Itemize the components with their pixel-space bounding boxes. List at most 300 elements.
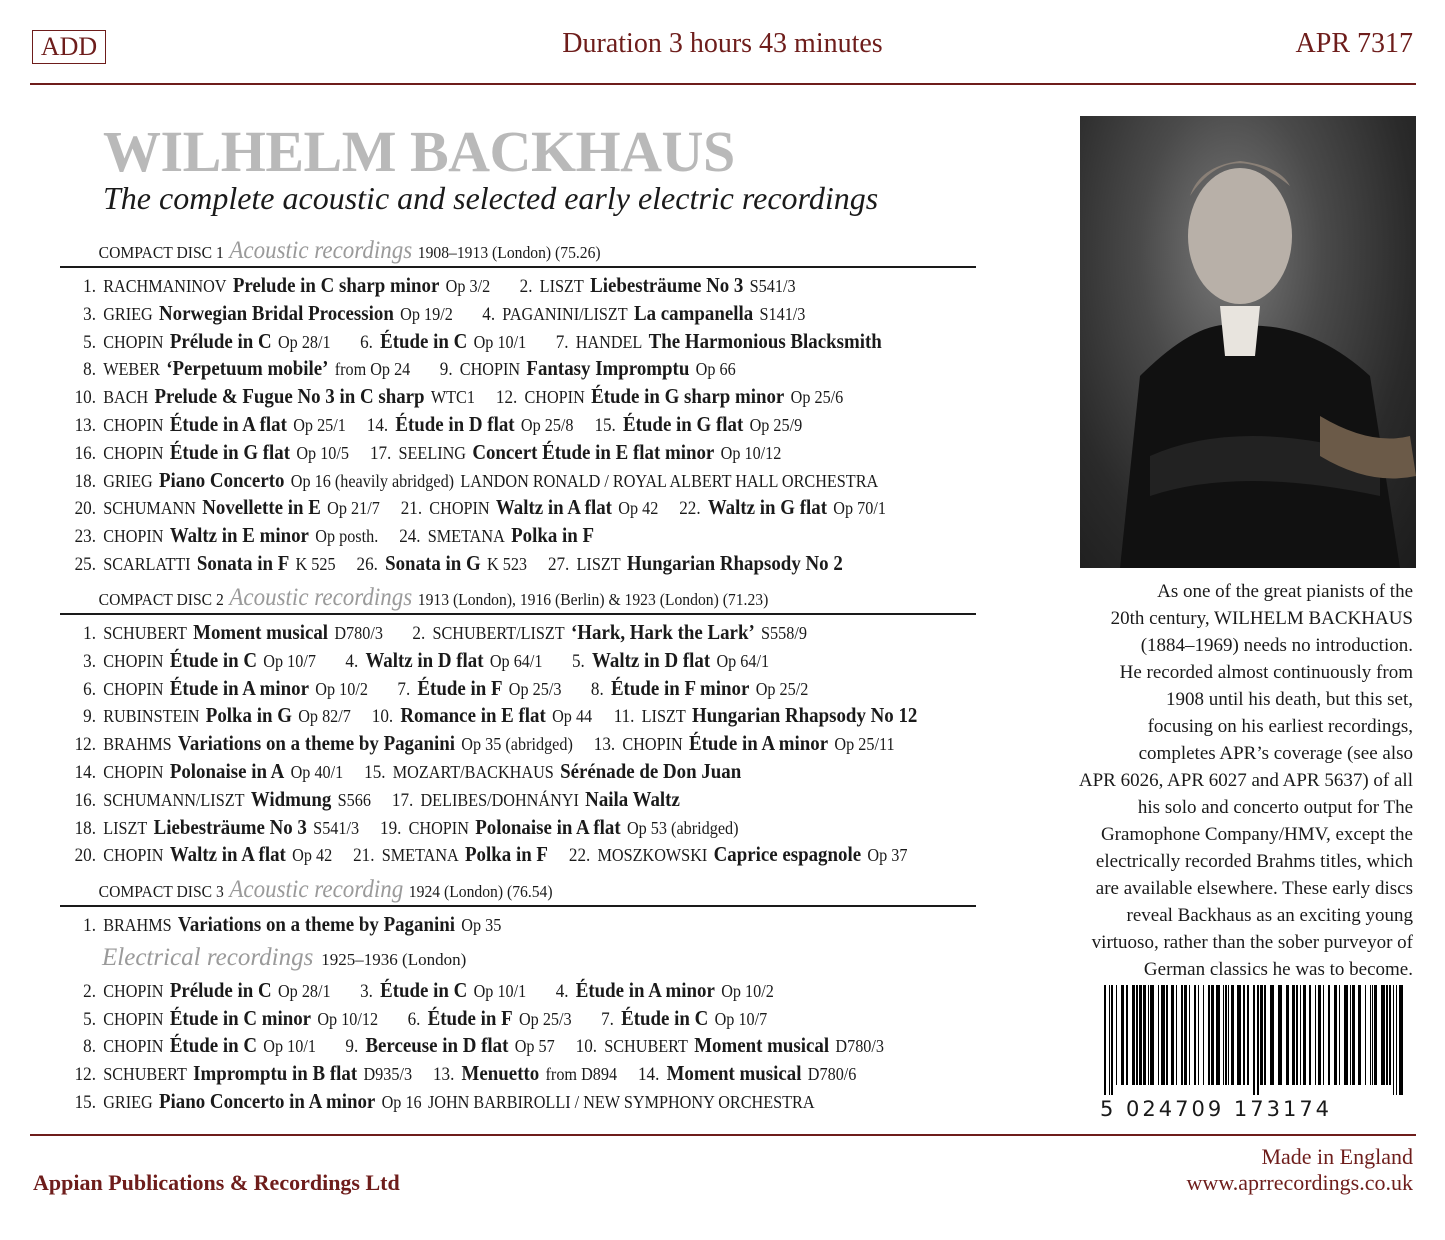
publisher-name: Appian Publications & Recordings Ltd bbox=[33, 1170, 400, 1195]
bio-line: virtuoso, rather than the sober purveyor of bbox=[1091, 932, 1413, 953]
track-number: 12. bbox=[74, 734, 96, 756]
work-title: Hungarian Rhapsody No 12 bbox=[692, 703, 918, 728]
composer: MOZART/BACKHAUS bbox=[392, 761, 554, 782]
track-number: 24. bbox=[399, 526, 421, 548]
barcode-bar bbox=[1300, 985, 1301, 1085]
barcode-bar bbox=[1315, 985, 1316, 1085]
catalogue-ref: Op 25/2 bbox=[755, 678, 809, 699]
track-row bbox=[60, 494, 884, 522]
catalogue-ref: Op 10/7 bbox=[714, 1008, 768, 1029]
work-title: Étude in F minor bbox=[610, 675, 750, 700]
barcode-bar bbox=[1339, 985, 1340, 1085]
work-title: Polonaise in A flat bbox=[475, 814, 621, 839]
work-title: Waltz in E minor bbox=[169, 523, 309, 548]
track-number: 21. bbox=[400, 498, 423, 520]
composer: HANDEL bbox=[575, 331, 643, 352]
track-number: 7. bbox=[555, 331, 569, 353]
catalogue-ref: K 525 bbox=[295, 553, 336, 574]
barcode-bar bbox=[1260, 985, 1263, 1085]
bio-line: completes APR’s coverage (see also bbox=[1138, 743, 1413, 764]
work-title: Romance in E flat bbox=[400, 703, 546, 728]
section-header bbox=[60, 939, 976, 977]
composer: MOSZKOWSKI bbox=[597, 845, 708, 866]
composer: CHOPIN bbox=[103, 845, 164, 866]
composer: CHOPIN bbox=[429, 498, 490, 519]
track-number: 12. bbox=[74, 1064, 96, 1086]
composer: SCHUMANN/LISZT bbox=[103, 789, 245, 810]
album-subtitle: The complete acoustic and selected early electric recordings bbox=[103, 180, 879, 216]
track-row bbox=[60, 702, 918, 730]
catalogue-ref: from Op 24 bbox=[334, 359, 411, 380]
track-number: 13. bbox=[74, 414, 96, 436]
barcode-bar bbox=[1350, 985, 1351, 1085]
barcode-bar bbox=[1161, 985, 1165, 1085]
duration: Duration 3 hours 43 minutes bbox=[562, 28, 883, 59]
catalogue-ref: Op 53 (abridged) bbox=[626, 817, 739, 838]
track-number: 11. bbox=[613, 706, 635, 728]
track-number: 8. bbox=[83, 1036, 96, 1058]
track-row bbox=[60, 841, 908, 869]
track-number: 22. bbox=[568, 845, 591, 867]
track-row bbox=[60, 1005, 884, 1033]
catalogue-ref: Op 25/1 bbox=[293, 414, 346, 435]
composer: GRIEG bbox=[103, 303, 153, 324]
track-row bbox=[60, 550, 884, 578]
work-title: Étude in A minor bbox=[169, 675, 309, 700]
composer: CHOPIN bbox=[103, 980, 164, 1001]
track-row bbox=[60, 383, 884, 411]
track-number: 14. bbox=[638, 1064, 660, 1086]
composer: JOHN BARBIROLLI / NEW SYMPHONY ORCHESTRA bbox=[427, 1091, 815, 1112]
disc-info: 1913 (London), 1916 (Berlin) & 1923 (London) (71.23) bbox=[417, 590, 769, 609]
catalogue-ref: Op 10/5 bbox=[296, 442, 350, 463]
track-number: 3. bbox=[360, 980, 373, 1002]
track-row bbox=[60, 522, 884, 550]
work-title: La campanella bbox=[634, 300, 754, 325]
recording-type: Acoustic recordings bbox=[229, 237, 413, 264]
catalogue-ref: Op 35 (abridged) bbox=[461, 734, 573, 755]
track-row bbox=[60, 758, 884, 786]
track-row bbox=[60, 647, 884, 675]
track-row bbox=[60, 300, 884, 328]
work-title: Étude in C bbox=[380, 328, 468, 353]
work-title: Waltz in D flat bbox=[592, 647, 711, 672]
barcode-bar bbox=[1243, 985, 1245, 1085]
composer: SEELING bbox=[398, 442, 467, 463]
composer: CHOPIN bbox=[103, 678, 164, 699]
composer: BACH bbox=[103, 387, 149, 408]
track-number: 12. bbox=[495, 387, 518, 409]
composer: CHOPIN bbox=[103, 1036, 164, 1057]
catalogue-ref: K 523 bbox=[486, 553, 528, 574]
bio-line: As one of the great pianists of the bbox=[1157, 581, 1413, 602]
track-number: 20. bbox=[74, 498, 96, 520]
barcode-bar bbox=[1143, 985, 1146, 1085]
work-title: Moment musical bbox=[193, 620, 329, 644]
work-title: Waltz in A flat bbox=[169, 842, 286, 867]
barcode-bar bbox=[1389, 985, 1391, 1085]
section-info: 1925–1936 (London) bbox=[321, 949, 467, 969]
track-number: 1. bbox=[83, 276, 96, 297]
bio-line: He recorded almost continuously from bbox=[1119, 662, 1413, 683]
composer: RACHMANINOV bbox=[103, 276, 227, 296]
composer: RUBINSTEIN bbox=[103, 706, 200, 727]
track-row bbox=[60, 977, 884, 1005]
composer: CHOPIN bbox=[103, 761, 164, 782]
catalogue-ref: Op 10/1 bbox=[473, 980, 527, 1001]
disc-label: COMPACT DISC 1 bbox=[98, 243, 224, 262]
catalogue-ref: Op 37 bbox=[867, 845, 908, 866]
disc-1-tracklist bbox=[60, 238, 976, 578]
bottom-divider bbox=[30, 1134, 1416, 1136]
catalogue-ref: S541/3 bbox=[749, 276, 796, 296]
work-title: The Harmonious Blacksmith bbox=[648, 328, 882, 353]
work-title: Étude in F bbox=[427, 1005, 513, 1030]
barcode-bar bbox=[1296, 985, 1298, 1085]
barcode-bar bbox=[1208, 985, 1210, 1085]
composer: CHOPIN bbox=[103, 331, 164, 352]
barcode-bar bbox=[1323, 985, 1324, 1085]
barcode-bar bbox=[1194, 985, 1196, 1085]
barcode-bar bbox=[1286, 985, 1289, 1085]
composer: SCHUBERT bbox=[604, 1036, 688, 1057]
barcode-bar bbox=[1237, 985, 1241, 1085]
track-row bbox=[60, 439, 884, 467]
catalogue-ref: Op 28/1 bbox=[277, 980, 331, 1001]
disc-3-tracklist bbox=[60, 877, 976, 1116]
track-number: 10. bbox=[575, 1036, 598, 1058]
track-number: 16. bbox=[74, 789, 96, 811]
track-row bbox=[60, 411, 884, 439]
catalogue-ref: Op 3/2 bbox=[445, 276, 491, 296]
bio-line: reveal Backhaus as an exciting young bbox=[1126, 905, 1413, 926]
track-number: 18. bbox=[74, 817, 96, 839]
catalogue-ref: Op 44 bbox=[552, 706, 593, 727]
catalogue-ref: Op 40/1 bbox=[290, 761, 344, 782]
composer: WEBER bbox=[103, 359, 160, 380]
composer: LISZT bbox=[539, 276, 584, 296]
work-title: Moment musical bbox=[694, 1033, 830, 1058]
track-number: 23. bbox=[74, 526, 96, 548]
catalogue-ref: Op 25/8 bbox=[520, 414, 574, 435]
barcode-bar bbox=[1121, 985, 1124, 1085]
catalogue-ref: D780/3 bbox=[334, 623, 383, 643]
composer: SCHUBERT/LISZT bbox=[432, 623, 565, 643]
bio-line: 1908 until his death, but this set, bbox=[1166, 689, 1413, 710]
bio-line: Gramophone Company/HMV, except the bbox=[1100, 824, 1413, 845]
disc-divider bbox=[60, 266, 976, 268]
track-number: 14. bbox=[366, 414, 389, 436]
barcode-bar bbox=[1211, 985, 1214, 1085]
work-title: Étude in D flat bbox=[395, 411, 515, 436]
track-number: 5. bbox=[83, 331, 96, 353]
track-number: 15. bbox=[364, 761, 386, 783]
track-number: 1. bbox=[83, 915, 96, 936]
track-number: 9. bbox=[83, 706, 96, 728]
catalogue-ref: Op 25/9 bbox=[749, 414, 803, 435]
track-number: 15. bbox=[594, 414, 616, 436]
barcode-bar bbox=[1181, 985, 1183, 1085]
catalogue-ref: S558/9 bbox=[761, 623, 807, 643]
work-title: Moment musical bbox=[666, 1061, 802, 1086]
artist-title: WILHELM BACKHAUS bbox=[103, 119, 735, 184]
barcode-bar bbox=[1150, 985, 1154, 1085]
work-title: Sérénade de Don Juan bbox=[560, 758, 742, 783]
track-number: 18. bbox=[74, 470, 96, 492]
track-row bbox=[60, 1032, 884, 1060]
track-row bbox=[60, 675, 884, 703]
track-row bbox=[60, 328, 884, 356]
track-number: 9. bbox=[439, 359, 453, 381]
work-title: Prelude & Fugue No 3 in C sharp bbox=[154, 384, 425, 409]
track-number: 22. bbox=[679, 498, 701, 520]
barcode-bar bbox=[1365, 985, 1366, 1085]
composer: CHOPIN bbox=[103, 650, 164, 671]
section-type: Electrical recordings bbox=[102, 943, 314, 971]
barcode-bar bbox=[1158, 985, 1159, 1085]
barcode-bar bbox=[1386, 985, 1388, 1085]
disc-label: COMPACT DISC 3 bbox=[98, 882, 224, 901]
disc-info: 1908–1913 (London) (75.26) bbox=[417, 243, 601, 262]
barcode-bar bbox=[1126, 985, 1128, 1085]
track-number: 15. bbox=[74, 1091, 96, 1113]
barcode-bar bbox=[1372, 985, 1373, 1085]
catalogue-number: APR 7317 bbox=[1295, 28, 1413, 59]
track-number: 5. bbox=[83, 1008, 96, 1030]
barcode-bar bbox=[1216, 985, 1220, 1085]
work-title: Étude in F bbox=[417, 675, 503, 700]
barcode-bar bbox=[1225, 985, 1227, 1085]
work-title: Sonata in G bbox=[385, 550, 481, 575]
track-number: 8. bbox=[83, 359, 96, 381]
barcode-bar bbox=[1399, 985, 1403, 1095]
track-number: 4. bbox=[555, 980, 569, 1002]
work-title: Étude in C bbox=[169, 1033, 257, 1058]
work-title: Variations on a theme by Paganini bbox=[177, 912, 455, 936]
track-number: 17. bbox=[369, 442, 392, 464]
catalogue-ref: Op posth. bbox=[315, 526, 379, 547]
barcode-bar bbox=[1278, 985, 1282, 1085]
catalogue-ref: Op 64/1 bbox=[489, 650, 543, 671]
disc-header bbox=[60, 238, 903, 264]
track-number: 2. bbox=[412, 623, 426, 644]
disc-header bbox=[60, 877, 903, 903]
track-number: 14. bbox=[74, 761, 96, 783]
barcode-bar bbox=[1198, 985, 1199, 1085]
track-row bbox=[60, 1060, 884, 1088]
track-number: 6. bbox=[360, 331, 373, 353]
composer: SCARLATTI bbox=[103, 553, 191, 574]
work-title: Waltz in D flat bbox=[365, 647, 484, 672]
composer: SCHUBERT bbox=[103, 1064, 187, 1085]
catalogue-ref: D780/6 bbox=[807, 1064, 857, 1085]
composer: LISZT bbox=[103, 817, 148, 838]
barcode-bar bbox=[1136, 985, 1138, 1085]
website-link[interactable]: www.aprrecordings.co.uk bbox=[1186, 1170, 1413, 1195]
catalogue-ref: from D894 bbox=[545, 1064, 618, 1085]
track-row bbox=[60, 1088, 884, 1116]
work-title: Étude in A minor bbox=[688, 731, 829, 756]
work-title: Impromptu in B flat bbox=[193, 1061, 358, 1086]
catalogue-ref: Op 19/2 bbox=[400, 303, 453, 324]
composer: SCHUBERT bbox=[103, 623, 187, 643]
composer: CHOPIN bbox=[622, 734, 683, 755]
work-title: Polka in F bbox=[465, 842, 548, 867]
disc-divider bbox=[60, 613, 976, 615]
work-title: Prélude in C bbox=[169, 328, 272, 353]
work-title: Étude in G sharp minor bbox=[591, 384, 785, 409]
barcode-bar bbox=[1132, 985, 1135, 1085]
barcode-bar bbox=[1309, 985, 1311, 1085]
barcode-bar bbox=[1328, 985, 1330, 1085]
disc-divider bbox=[60, 905, 976, 907]
work-title: Concert Étude in E flat minor bbox=[472, 439, 715, 464]
work-title: Liebesträume No 3 bbox=[590, 273, 744, 297]
disc-label: COMPACT DISC 2 bbox=[98, 590, 224, 609]
work-title: Naila Waltz bbox=[585, 786, 680, 811]
composer: LISZT bbox=[641, 706, 686, 727]
track-number: 10. bbox=[371, 706, 394, 728]
barcode-bar bbox=[1189, 985, 1190, 1085]
track-row bbox=[60, 786, 884, 814]
work-title: Prelude in C sharp minor bbox=[232, 273, 440, 297]
barcode-bar bbox=[1228, 985, 1229, 1085]
catalogue-ref: S541/3 bbox=[313, 817, 360, 838]
work-title: Étude in C bbox=[621, 1005, 709, 1030]
work-title: Novellette in E bbox=[202, 495, 321, 520]
track-number: 20. bbox=[74, 845, 96, 867]
catalogue-ref: Op 16 bbox=[381, 1091, 422, 1112]
barcode-bar bbox=[1318, 985, 1321, 1085]
work-title: Sonata in F bbox=[196, 550, 290, 575]
work-title: Norwegian Bridal Procession bbox=[159, 300, 394, 325]
work-title: Hungarian Rhapsody No 2 bbox=[626, 550, 843, 575]
barcode bbox=[1100, 985, 1416, 1095]
barcode-bar bbox=[1166, 985, 1168, 1085]
track-number: 4. bbox=[345, 650, 359, 672]
work-title: Polka in G bbox=[205, 703, 292, 728]
work-title: Waltz in A flat bbox=[495, 495, 612, 520]
work-title: Fantasy Impromptu bbox=[526, 356, 690, 381]
track-row bbox=[60, 467, 884, 495]
work-title: Liebesträume No 3 bbox=[153, 814, 307, 839]
composer: SCHUMANN bbox=[103, 498, 196, 519]
track-number: 21. bbox=[353, 845, 375, 867]
composer: CHOPIN bbox=[103, 414, 164, 435]
composer: CHOPIN bbox=[459, 359, 521, 380]
catalogue-ref: S141/3 bbox=[759, 303, 806, 324]
work-title: Menuetto bbox=[461, 1061, 540, 1086]
made-in: Made in England bbox=[1261, 1144, 1413, 1169]
track-number: 3. bbox=[83, 650, 96, 672]
track-number: 9. bbox=[345, 1036, 359, 1058]
work-title: ‘Hark, Hark the Lark’ bbox=[571, 620, 755, 644]
track-number: 13. bbox=[432, 1064, 455, 1086]
track-row bbox=[60, 911, 884, 939]
track-number: 25. bbox=[74, 553, 96, 575]
bio-line: (1884–1969) needs no introduction. bbox=[1140, 635, 1413, 656]
catalogue-ref: Op 10/12 bbox=[317, 1008, 379, 1029]
composer: CHOPIN bbox=[103, 526, 164, 547]
composer: CHOPIN bbox=[103, 1008, 164, 1029]
barcode-bar bbox=[1344, 985, 1348, 1085]
track-number: 2. bbox=[519, 276, 533, 297]
barcode-bar bbox=[1171, 985, 1174, 1085]
recording-type: Acoustic recordings bbox=[229, 584, 413, 611]
composer: SMETANA bbox=[427, 526, 505, 547]
work-title: ‘Perpetuum mobile’ bbox=[166, 356, 329, 381]
bio-line: 20th century, WILHELM BACKHAUS bbox=[1110, 608, 1413, 629]
catalogue-ref: WTC1 bbox=[430, 387, 475, 408]
track-number: 7. bbox=[601, 1008, 614, 1030]
barcode-bar bbox=[1176, 985, 1177, 1085]
track-number: 19. bbox=[380, 817, 402, 839]
catalogue-ref: Op 25/6 bbox=[790, 387, 844, 408]
catalogue-ref: Op 10/12 bbox=[720, 442, 782, 463]
work-title: Polonaise in A bbox=[169, 758, 285, 783]
catalogue-ref: Op 10/1 bbox=[263, 1036, 316, 1057]
work-title: Caprice espagnole bbox=[713, 842, 862, 867]
barcode-bar bbox=[1253, 985, 1255, 1095]
disc-header bbox=[60, 585, 903, 611]
work-title: Étude in C bbox=[380, 977, 468, 1002]
work-title: Étude in A minor bbox=[575, 977, 715, 1002]
barcode-bar bbox=[1203, 985, 1204, 1085]
barcode-bar bbox=[1223, 985, 1224, 1085]
barcode-bar bbox=[1148, 985, 1149, 1085]
barcode-bar bbox=[1257, 985, 1259, 1095]
barcode-bar bbox=[1104, 985, 1106, 1095]
disc-2-tracklist bbox=[60, 585, 976, 869]
barcode-bar bbox=[1264, 985, 1266, 1085]
track-number: 2. bbox=[83, 980, 96, 1002]
catalogue-ref: Op 66 bbox=[695, 359, 736, 380]
catalogue-ref: S566 bbox=[337, 789, 371, 810]
catalogue-ref: Op 35 bbox=[461, 915, 502, 935]
work-title: Étude in A flat bbox=[169, 411, 287, 436]
artist-biography bbox=[1040, 578, 1413, 983]
catalogue-ref: D780/3 bbox=[835, 1036, 885, 1057]
track-number: 16. bbox=[74, 442, 96, 464]
work-title: Variations on a theme by Paganini bbox=[177, 731, 455, 756]
track-number: 6. bbox=[407, 1008, 421, 1030]
work-title: Étude in C minor bbox=[169, 1005, 312, 1030]
composer: CHOPIN bbox=[103, 442, 164, 463]
catalogue-ref: Op 25/3 bbox=[518, 1008, 572, 1029]
track-row bbox=[60, 814, 884, 842]
track-row bbox=[60, 730, 895, 758]
bio-line: German classics he was to become. bbox=[1143, 959, 1413, 980]
catalogue-ref: Op 10/7 bbox=[263, 650, 316, 671]
catalogue-ref: Op 28/1 bbox=[277, 331, 331, 352]
track-row bbox=[60, 355, 884, 383]
work-title: Piano Concerto in A minor bbox=[159, 1088, 376, 1113]
composer: LISZT bbox=[576, 553, 621, 574]
catalogue-ref: Op 25/3 bbox=[508, 678, 562, 699]
track-number: 27. bbox=[547, 553, 570, 575]
work-title: Widmung bbox=[250, 786, 332, 811]
barcode-bar bbox=[1247, 985, 1249, 1085]
catalogue-ref: Op 10/1 bbox=[473, 331, 527, 352]
composer: BRAHMS bbox=[103, 734, 172, 755]
barcode-number: 5 024709 173174 bbox=[1100, 1097, 1333, 1121]
track-row bbox=[60, 619, 884, 647]
composer: GRIEG bbox=[103, 1091, 153, 1112]
catalogue-ref: Op 42 bbox=[292, 845, 333, 866]
barcode-bar bbox=[1374, 985, 1377, 1085]
disc-info: 1924 (London) (76.54) bbox=[408, 882, 553, 901]
barcode-bar bbox=[1358, 985, 1361, 1085]
